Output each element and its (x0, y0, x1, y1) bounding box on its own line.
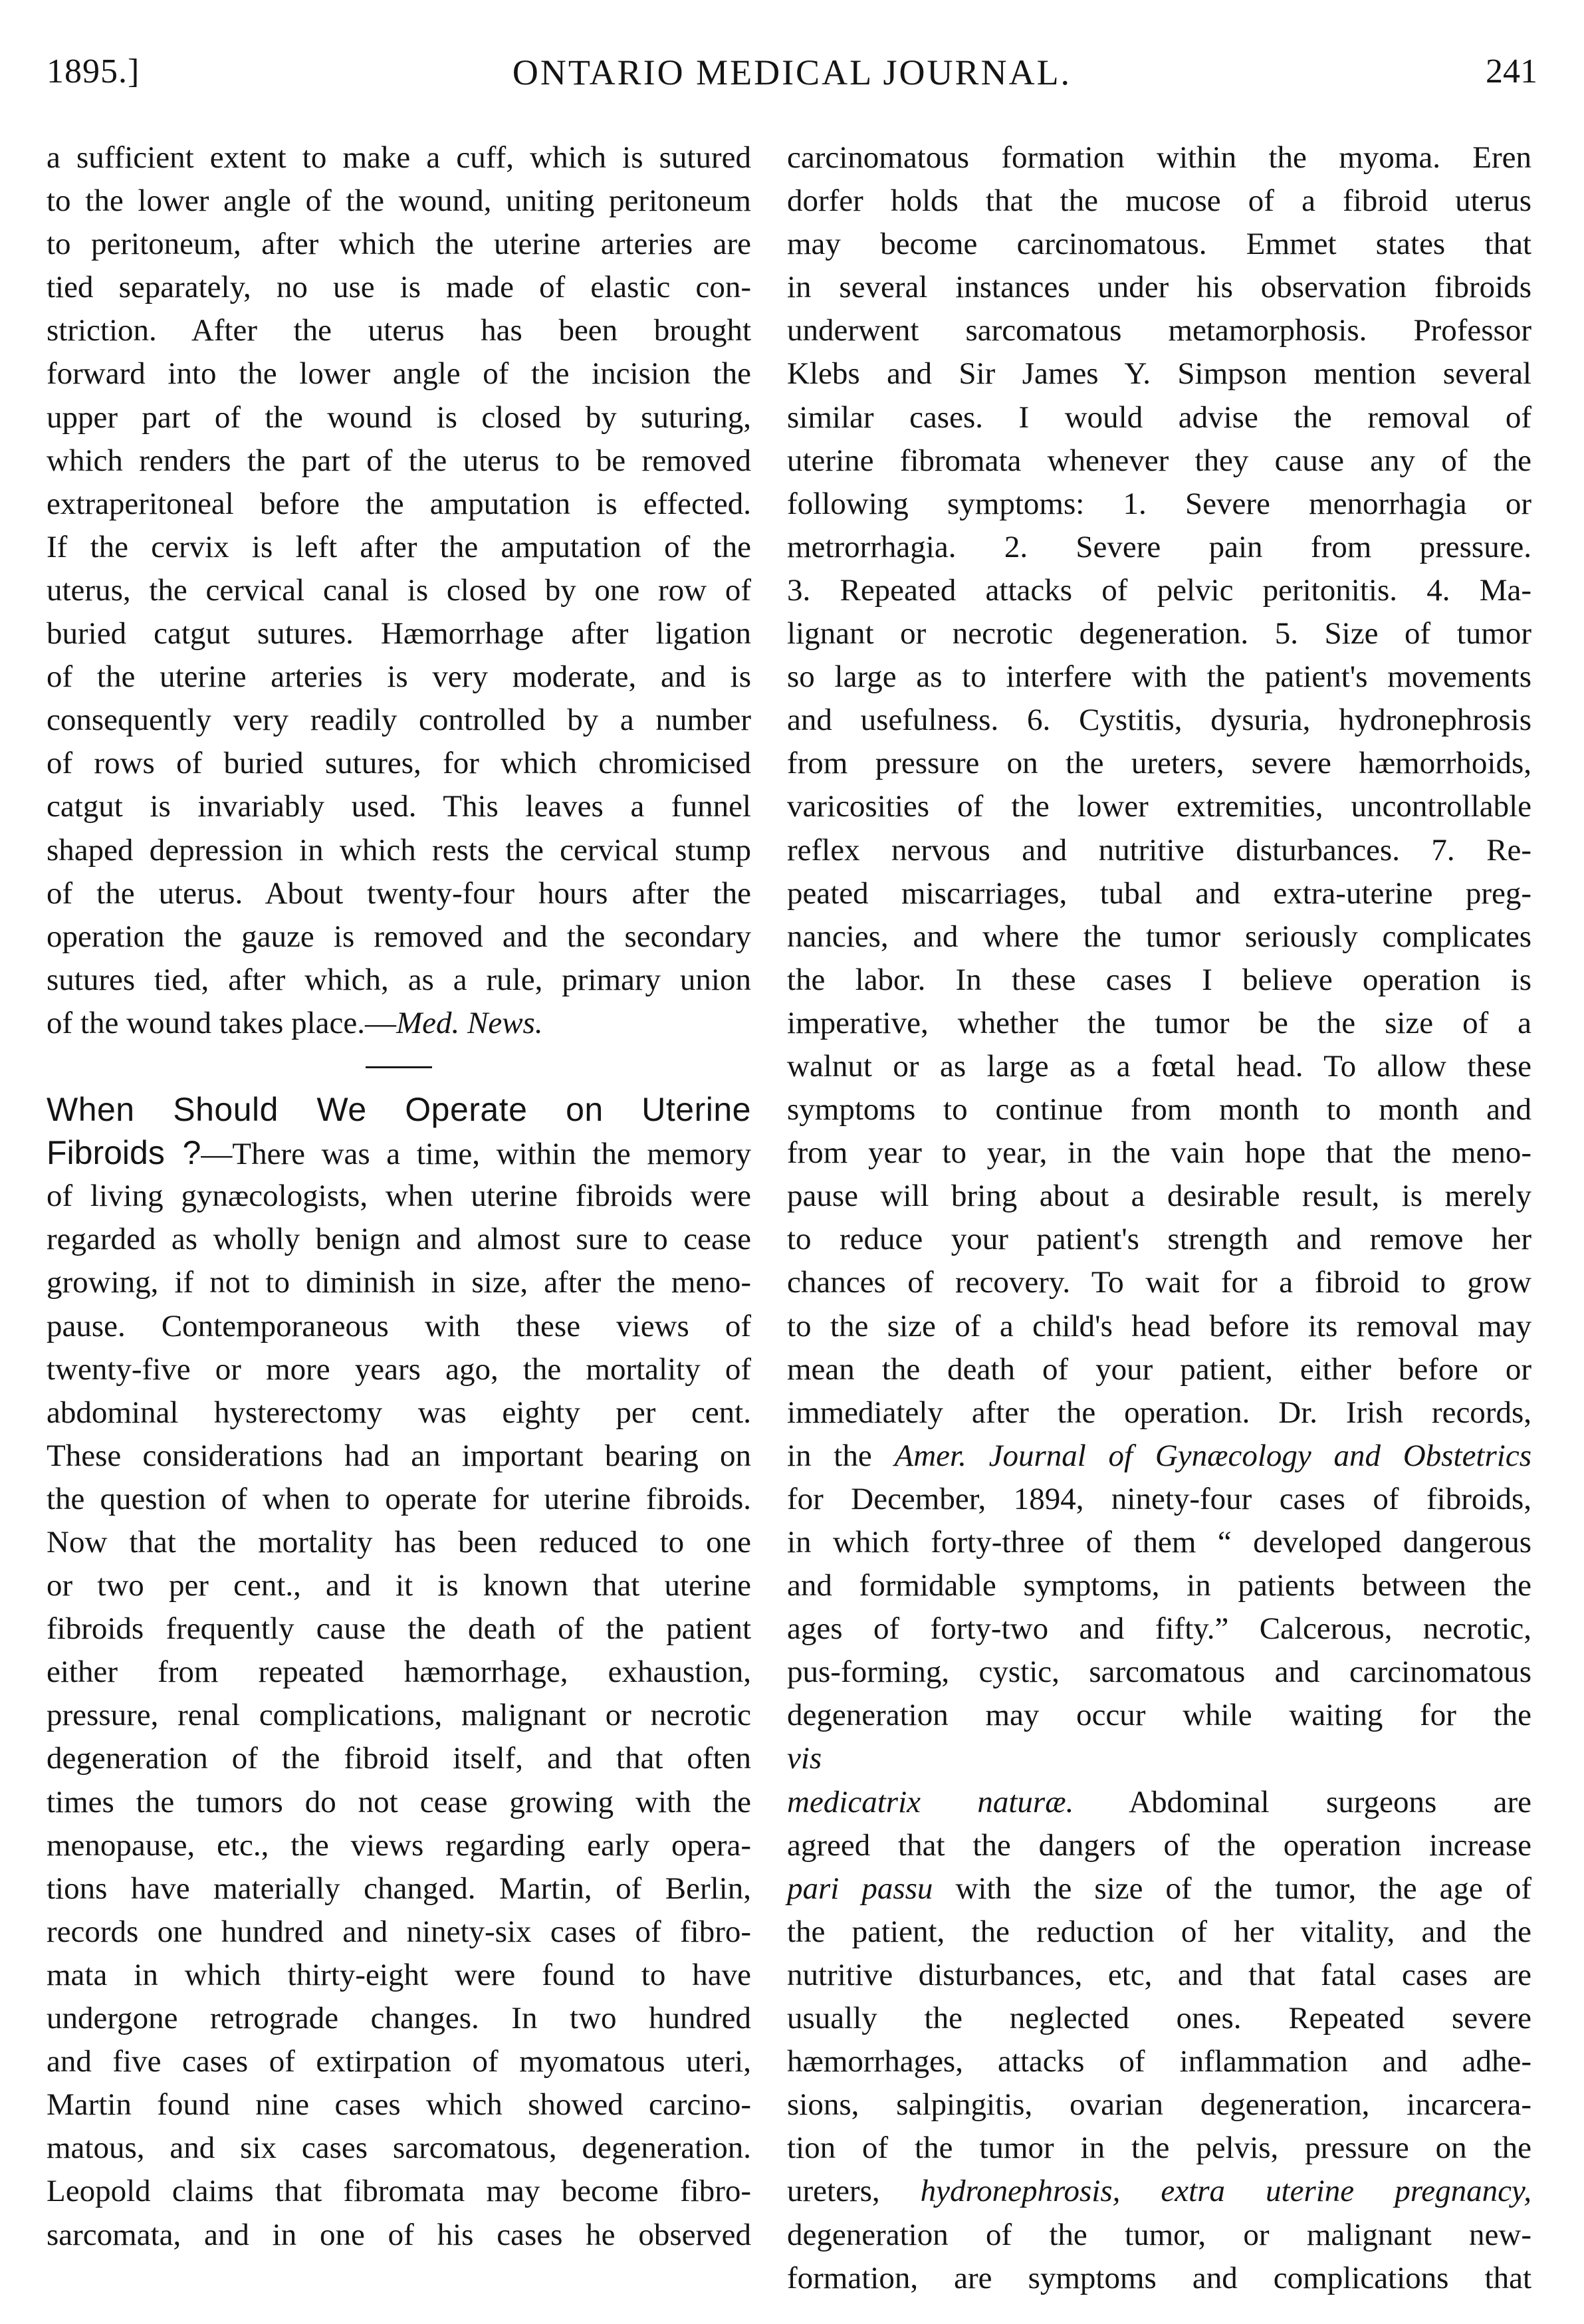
text-line: mean the death of your patient, either before or (787, 1351, 1531, 1387)
text-line: usually the neglected ones. Repeated severe (787, 2001, 1531, 2036)
text-line: tions have materially changed. Martin, of Berlin, (47, 1871, 751, 1906)
hydro-prefix-line: tion of the tumor in the pelvis, pressure on the (787, 2131, 1531, 2166)
text-line: degeneration may occur while waiting for the (787, 1698, 1531, 1733)
text-line: Now that the mortality has been reduced to one (47, 1525, 751, 1560)
latin-line-rest: Abdominal surgeons are (1074, 1784, 1531, 1819)
text-line: extraperitoneal before the amputation is effected. (47, 486, 751, 521)
text-line: pressure, renal complications, malignant or necrotic (47, 1698, 751, 1733)
text-line: of the uterine arteries is very moderate, and is (47, 659, 751, 695)
text-line: nancies, and where the tumor seriously complicates (787, 919, 1531, 954)
text-line: pus-forming, cystic, sarcomatous and carcinomatous (787, 1655, 1531, 1690)
text-line: to reduce your patient's strength and remove her (787, 1222, 1531, 1257)
text-line: sutures tied, after which, as a rule, primary union (47, 962, 751, 997)
text-line: to the size of a child's head before its removal may (787, 1308, 1531, 1343)
section-lead-rest: —There was a time, within the memory (201, 1137, 751, 1172)
pari-passu: pari passu (787, 1871, 933, 1906)
section-lead-line (47, 1131, 751, 1175)
text-line: a sufficient extent to make a cuff, which is sutured (47, 140, 751, 175)
text-line: catgut is invariably used. This leaves a funnel (47, 789, 751, 824)
text-line: symptoms to continue from month to month and (787, 1092, 1531, 1127)
text-line: menopause, etc., the views regarding early opera- (47, 1827, 751, 1863)
section-divider (47, 1045, 751, 1088)
text-line: shaped depression in which rests the cervical stump (47, 832, 751, 868)
text-line: chances of recovery. To wait for a fibroid to grow (787, 1265, 1531, 1300)
text-line: in which forty-three of them “ developed dangerous (787, 1525, 1531, 1560)
text-line: the patient, the reduction of her vitality, and the (787, 1914, 1531, 1949)
text-line: walnut or as large as a fœtal head. To allow these (787, 1048, 1531, 1084)
text-line: abdominal hysterectomy was eighty per cent. (47, 1395, 751, 1430)
left-text-block-2 (47, 1175, 751, 2256)
right-text-block-1 (787, 136, 1531, 1435)
text-line: records one hundred and ninety-six cases of fibro- (47, 1914, 751, 1949)
text-line: following symptoms: 1. Severe menorrhagia or (787, 486, 1531, 521)
text-line: Martin found nine cases which showed carcino- (47, 2087, 751, 2123)
text-line: ages of forty-two and fifty.” Calcerous, necrotic, (787, 1611, 1531, 1647)
text-line: nutritive disturbances, etc, and that fatal cases are (787, 1957, 1531, 1992)
text-line: degeneration of the tumor, or malignant new- (787, 2217, 1531, 2252)
text-line: degeneration of the fibroid itself, and that often (47, 1741, 751, 1776)
text-line: twenty-five or more years ago, the mortality of (47, 1351, 751, 1387)
text-line: to the lower angle of the wound, uniting peritoneum (47, 183, 751, 219)
text-line: of the uterus. About twenty-four hours after the (47, 875, 751, 911)
text-line: If the cervix is left after the amputation of the (47, 529, 751, 564)
text-line: or two per cent., and it is known that uterine (47, 1568, 751, 1603)
text-line: upper part of the wound is closed by suturing, (47, 400, 751, 435)
text-line: uterine fibromata whenever they cause any of the (787, 443, 1531, 478)
journal-reference-line (787, 1435, 1531, 1478)
text-line: undergone retrograde changes. In two hundred (47, 2001, 751, 2036)
text-line: lignant or necrotic degeneration. 5. Size of tumor (787, 616, 1531, 651)
text-line: matous, and six cases sarcomatous, degeneration. (47, 2131, 751, 2166)
header-year: 1895.] (47, 53, 140, 90)
section-lead: Fibroids ? (47, 1134, 201, 1172)
latin-phrase: medicatrix naturæ. (787, 1784, 1074, 1819)
left-text-block-1 (47, 136, 751, 1002)
journal-reference: Amer. Journal of Gynæcology and Obstetrics (894, 1438, 1531, 1473)
text-line: underwent sarcomatous metamorphosis. Professor (787, 313, 1531, 348)
journal-ref-prefix: in the (787, 1438, 895, 1473)
text-line: from year to year, in the vain hope that the meno- (787, 1135, 1531, 1171)
latin-line (787, 1781, 1531, 1824)
article-end-text: of the wound takes place.— (47, 1005, 396, 1040)
text-line: buried catgut sutures. Hæmorrhage after ligation (47, 616, 751, 651)
text-line: so large as to interfere with the patient's movements (787, 659, 1531, 695)
hydro-italic: hydronephrosis, extra uterine pregnancy, (920, 2174, 1531, 2209)
text-line: formation, are symptoms and complications that (787, 2260, 1531, 2295)
text-line: similar cases. I would advise the removal of (787, 400, 1531, 435)
text-line: may become carcinomatous. Emmet states that (787, 227, 1531, 262)
left-column (47, 136, 751, 2257)
text-line: consequently very readily controlled by a number (47, 703, 751, 738)
text-line: growing, if not to diminish in size, after the meno- (47, 1265, 751, 1300)
text-line: from pressure on the ureters, severe hæmorrhoids, (787, 746, 1531, 781)
text-line: and formidable symptoms, in patients between the (787, 1568, 1531, 1603)
text-line: striction. After the uterus has been brought (47, 313, 751, 348)
pari-line (787, 1867, 1531, 1911)
source-citation: Med. News. (396, 1005, 543, 1040)
text-line: hæmorrhages, attacks of inflammation and adhe- (787, 2044, 1531, 2079)
page-header (47, 52, 1537, 112)
text-line: Leopold claims that fibromata may become fibro- (47, 2174, 751, 2209)
page-number: 241 (1486, 53, 1537, 90)
text-line: of living gynæcologists, when uterine fibroids were (47, 1179, 751, 1214)
divider-rule (366, 1066, 432, 1068)
text-line: Klebs and Sir James Y. Simpson mention several (787, 356, 1531, 392)
text-line: peated miscarriages, tubal and extra-uterine preg- (787, 875, 1531, 911)
text-line: uterus, the cervical canal is closed by one row of (47, 572, 751, 608)
text-line: either from repeated hæmorrhage, exhaustion, (47, 1655, 751, 1690)
text-line: tied separately, no use is made of elastic con- (47, 270, 751, 305)
right-column (787, 136, 1531, 2300)
text-line: the labor. In these cases I believe operation is (787, 962, 1531, 997)
text-line: mata in which thirty-eight were found to have (47, 1957, 751, 1992)
text-line: times the tumors do not cease growing with the (47, 1784, 751, 1819)
article-end-line (47, 1002, 751, 1045)
text-line: for December, 1894, ninety-four cases of fibroids, (787, 1481, 1531, 1516)
journal-title: ONTARIO MEDICAL JOURNAL. (512, 53, 1072, 92)
text-line: imperative, whether the tumor be the size of a (787, 1005, 1531, 1040)
text-line: operation the gauze is removed and the secondary (47, 919, 751, 954)
text-line: sions, salpingitis, ovarian degeneration, incarcera- (787, 2087, 1531, 2123)
vis-line (787, 1737, 1531, 1780)
right-text-block-4 (787, 2214, 1531, 2300)
text-line: pause. Contemporaneous with these views of (47, 1308, 751, 1343)
latin-vis: vis (787, 1741, 822, 1776)
text-line: fibroids frequently cause the death of the patient (47, 1611, 751, 1647)
text-line: the question of when to operate for uterine fibroids. (47, 1481, 751, 1516)
text-line: varicosities of the lower extremities, uncontrollable (787, 789, 1531, 824)
text-line: and five cases of extirpation of myomatous uteri, (47, 2044, 751, 2079)
text-line: and usefulness. 6. Cystitis, dysuria, hydronephrosis (787, 703, 1531, 738)
text-line: in several instances under his observation fibroids (787, 270, 1531, 305)
text-line: These considerations had an important bearing on (47, 1438, 751, 1473)
right-text-block-3 (787, 1911, 1531, 2127)
hydro-line (787, 2170, 1531, 2213)
pari-rest: with the size of the tumor, the age of (933, 1871, 1531, 1906)
hydro-line-a: ureters, (787, 2174, 921, 2209)
right-text-block-2 (787, 1478, 1531, 1738)
text-line: reflex nervous and nutritive disturbances. 7. Re- (787, 832, 1531, 868)
text-line: of rows of buried sutures, for which chromicised (47, 746, 751, 781)
text-line: 3. Repeated attacks of pelvic peritonitis. 4. Ma- (787, 572, 1531, 608)
text-line: immediately after the operation. Dr. Irish records, (787, 1395, 1531, 1430)
text-line: sarcomata, and in one of his cases he observed (47, 2217, 751, 2252)
text-line: which renders the part of the uterus to be removed (47, 443, 751, 478)
text-line: regarded as wholly benign and almost sure to cease (47, 1222, 751, 1257)
text-line: dorfer holds that the mucose of a fibroid uterus (787, 183, 1531, 219)
text-line: metrorrhagia. 2. Severe pain from pressure. (787, 529, 1531, 564)
section-heading: When Should We Operate on Uterine (47, 1091, 751, 1129)
text-line: pause will bring about a desirable result, is merely (787, 1179, 1531, 1214)
text-line: carcinomatous formation within the myoma. Eren (787, 140, 1531, 175)
text-line: to peritoneum, after which the uterine arteries are (47, 227, 751, 262)
text-line: forward into the lower angle of the incision the (47, 356, 751, 392)
pari-prefix-line: agreed that the dangers of the operation increase (787, 1827, 1531, 1863)
